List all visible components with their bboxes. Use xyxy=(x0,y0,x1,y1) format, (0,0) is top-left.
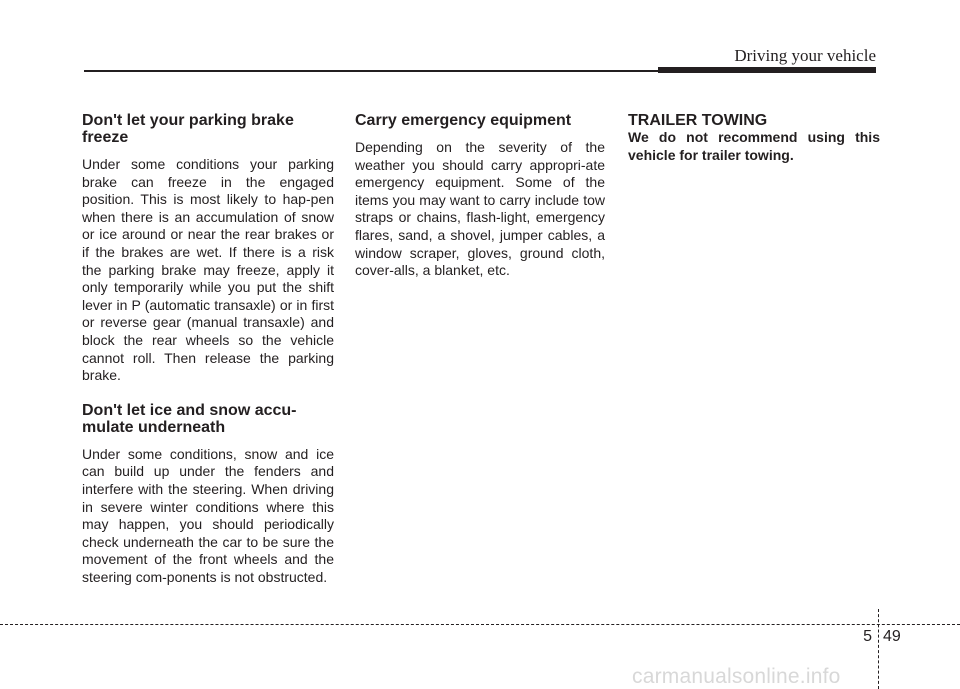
trailer-towing-body: We do not recommend using this vehicle for trailer towing. xyxy=(628,129,880,163)
footer-dashed-rule xyxy=(0,624,960,625)
parking-brake-body: Under some conditions your parking brake can freeze in the engaged position. This is most likely to hap-pen when there is an accumulation of snow or ice around or near the rear brakes or if the brakes are wet. If there is a risk the parking brake may freeze, apply it only temporarily while you put the shift lever in P (automatic transaxle) or in first or reverse gear (manual transaxle) and block the rear wheels so the vehicle cannot roll. Then release the parking brake. xyxy=(82,156,334,384)
header-rule-thick xyxy=(658,67,876,73)
ice-snow-body: Under some conditions, snow and ice can build up under the fenders and interfere with the steering. When driving in severe winter conditions where this may happen, you should periodically check underneath the car to be sure the movement of the front wheels and the steering com-ponents is not obstructed. xyxy=(82,445,334,585)
left-column xyxy=(82,112,334,586)
parking-brake-heading: Don't let your parking brake freeze xyxy=(82,112,294,146)
middle-column xyxy=(355,112,605,280)
header-rule-thin xyxy=(84,70,664,72)
emergency-equipment-body: Depending on the severity of the weather you should carry appropri-ate emergency equipment. Some of the items you may want to carry include tow straps or chains, flash-light, emergency flares, sand, a shovel, jumper cables, a window scraper, gloves, ground cloth, cover-alls, a blanket, etc. xyxy=(355,139,605,279)
section-header-title: Driving your vehicle xyxy=(734,46,876,65)
chapter-number: 5 xyxy=(863,628,872,645)
watermark: carmanualsonline.info xyxy=(632,665,841,688)
emergency-equipment-heading: Carry emergency equipment xyxy=(355,112,572,129)
right-column xyxy=(628,112,880,164)
footer-vertical-divider xyxy=(878,609,879,689)
page-number: 49 xyxy=(883,628,901,645)
ice-snow-heading: Don't let ice and snow accu-mulate underneath xyxy=(82,401,297,436)
trailer-towing-heading: TRAILER TOWING xyxy=(628,112,768,129)
